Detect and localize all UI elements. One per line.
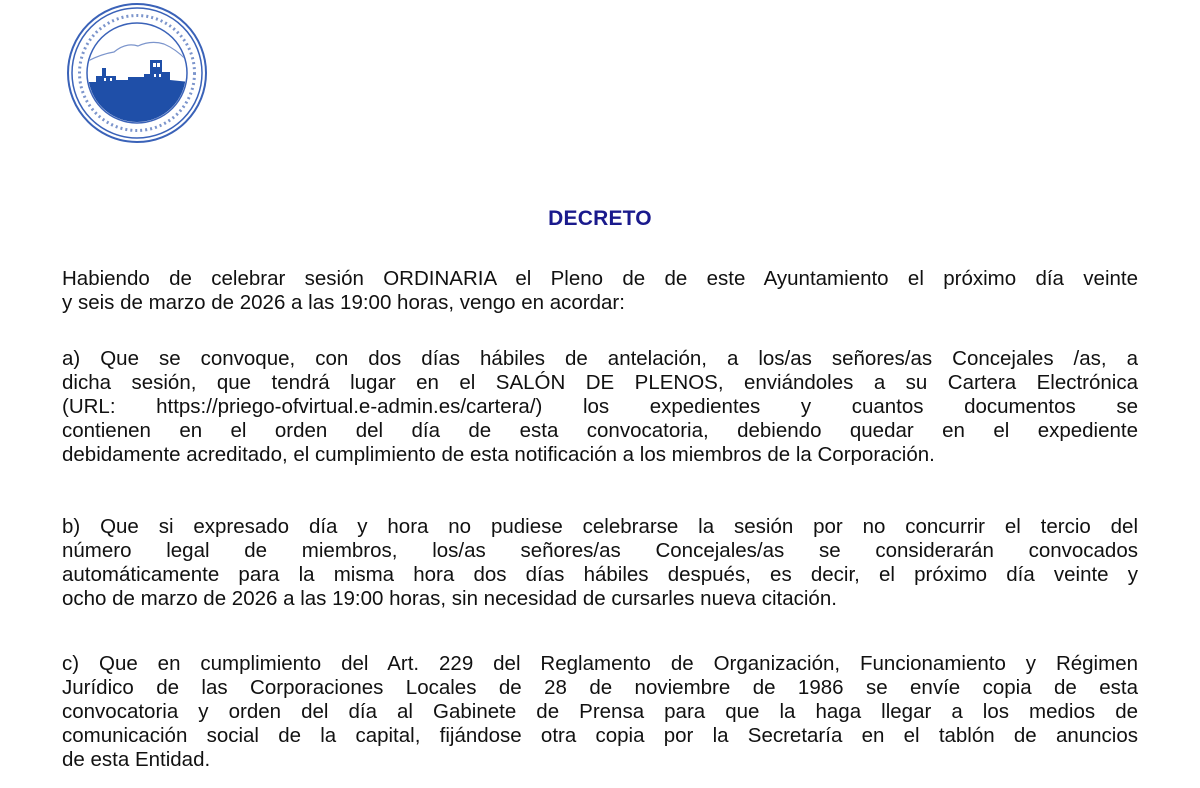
- paragraph-b: [62, 515, 1138, 611]
- paragraph-c-line: c) Que en cumplimiento del Art. 229 del Reglamento de Organización, Funcionamiento y Régimen: [62, 652, 1138, 675]
- paragraph-c-line: Jurídico de las Corporaciones Locales de 28 de noviembre de 1986 se envíe copia de esta: [62, 676, 1138, 699]
- paragraph-c: [62, 652, 1138, 772]
- paragraph-a-line: a) Que se convoque, con dos días hábiles de antelación, a los/as señores/as Concejales /as, a: [62, 347, 1138, 370]
- paragraph-c-line: de esta Entidad.: [62, 748, 211, 771]
- document-title: DECRETO: [548, 207, 652, 230]
- paragraph-c-line: comunicación social de la capital, fijándose otra copia por la Secretaría en el tablón de anuncios: [62, 724, 1138, 747]
- intro-line: Habiendo de celebrar sesión ORDINARIA el Pleno de de este Ayuntamiento el próximo día veinte: [62, 267, 1138, 290]
- paragraph-b-line: b) Que si expresado día y hora no pudiese celebrarse la sesión por no concurrir el tercio del: [62, 515, 1138, 538]
- paragraph-a-line: dicha sesión, que tendrá lugar en el SALÓN DE PLENOS, enviándoles a su Cartera Electrónica: [62, 371, 1138, 394]
- paragraph-b-line: ocho de marzo de 2026 a las 19:00 horas, sin necesidad de cursarles nueva citación.: [62, 587, 837, 610]
- paragraph-b-line: número legal de miembros, los/as señores/as Concejales/as se considerarán convocados: [62, 539, 1138, 562]
- paragraph-a: [62, 347, 1138, 467]
- paragraph-c-line: convocatoria y orden del día al Gabinete de Prensa para que la haga llegar a los medios de: [62, 700, 1138, 723]
- paragraph-a-line: contienen en el orden del día de esta convocatoria, debiendo quedar en el expediente: [62, 419, 1138, 442]
- intro-paragraph: [62, 267, 1138, 315]
- paragraph-a-line: debidamente acreditado, el cumplimiento de esta notificación a los miembros de la Corporación.: [62, 443, 935, 466]
- paragraph-a-line: (URL: https://priego-ofvirtual.e-admin.es/cartera/) los expedientes y cuantos documentos se: [62, 395, 1138, 418]
- paragraph-b-line: automáticamente para la misma hora dos días hábiles después, es decir, el próximo día veinte y: [62, 563, 1138, 586]
- municipal-seal-icon: [66, 2, 208, 144]
- intro-line: y seis de marzo de 2026 a las 19:00 horas, vengo en acordar:: [62, 291, 625, 314]
